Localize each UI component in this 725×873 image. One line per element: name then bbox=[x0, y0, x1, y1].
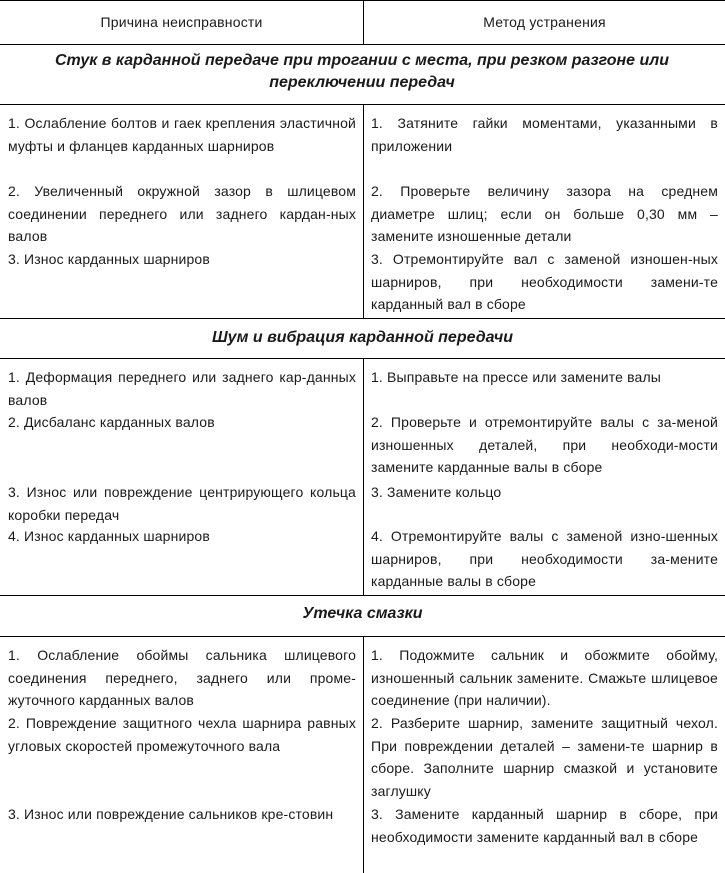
cause-cell: 4. Износ карданных шарниров bbox=[8, 528, 210, 544]
cause-cell: 3. Износ или повреждение сальников кре-стовин bbox=[8, 806, 334, 822]
remedy-cell: 1. Подожмите сальник и обожмите обойму, изношенный сальник замените. Смажьте шлицевое соединение (при наличии). bbox=[371, 647, 718, 708]
section-title: Шум и вибрация карданной передачи bbox=[212, 329, 513, 346]
column-divider bbox=[363, 104, 364, 318]
remedy-cell: 3. Отремонтируйте вал с заменой изношен-ных шарниров, при необходимости замени-те карданный вал в сборе bbox=[371, 251, 718, 312]
column-divider bbox=[363, 636, 364, 873]
section-title: Утечка смазки bbox=[302, 605, 423, 622]
remedy-cell: 2. Проверьте и отремонтируйте валы с за-меной изношенных деталей, при необходи-мости замените карданные валы в сборе bbox=[371, 414, 718, 475]
cause-cell: 3. Износ или повреждение центрирующего кольца коробки передач bbox=[8, 484, 356, 523]
cause-cell: 3. Износ карданных шарниров bbox=[8, 251, 210, 267]
header-bottom-border bbox=[0, 44, 725, 45]
header-column-divider bbox=[363, 0, 364, 44]
cause-cell: 2. Повреждение защитного чехла шарнира равных угловых скоростей промежуточного вала bbox=[8, 715, 356, 754]
remedy-cell: 1. Выправьте на прессе или замените валы bbox=[371, 369, 662, 385]
remedy-cell: 1. Затяните гайки моментами, указанными в приложении bbox=[371, 115, 718, 154]
cause-cell: 1. Деформация переднего или заднего кар-данных валов bbox=[8, 369, 356, 408]
section-divider bbox=[0, 595, 725, 596]
remedy-cell: 3. Замените карданный шарнир в сборе, при необходимости замените карданный вал в сборе bbox=[371, 806, 718, 845]
section-divider bbox=[0, 318, 725, 319]
cause-cell: 2. Увеличенный окружной зазор в шлицевом соединении переднего или заднего кардан-ных валов bbox=[8, 183, 356, 244]
remedy-cell: 4. Отремонтируйте валы с заменой изно-шенных шарниров, при необходимости за-мените карданные валы в сборе bbox=[371, 528, 718, 589]
cause-cell: 2. Дисбаланс карданных валов bbox=[8, 414, 215, 430]
column-header-cause: Причина неисправности bbox=[100, 14, 263, 30]
column-divider bbox=[363, 358, 364, 595]
column-header-remedy: Метод устранения bbox=[483, 14, 606, 30]
cause-cell: 1. Ослабление болтов и гаек крепления эластичной муфты и фланцев карданных шарниров bbox=[8, 115, 356, 154]
remedy-cell: 2. Разберите шарнир, замените защитный чехол. При повреждении деталей – замени-те шарнир в сборе. Заполните шарнир смазкой и установите заглушку bbox=[371, 715, 718, 799]
section-title: Стук в карданной передаче при трогании с места, при резком разгоне или переключении передач bbox=[54, 52, 670, 91]
cause-cell: 1. Ослабление обоймы сальника шлицевого соединения переднего, заднего или проме-жуточного карданных валов bbox=[8, 647, 356, 708]
remedy-cell: 2. Проверьте величину зазора на среднем диаметре шлиц; если он больше 0,30 мм – замените изношенные детали bbox=[371, 183, 718, 244]
remedy-cell: 3. Замените кольцо bbox=[371, 484, 502, 500]
